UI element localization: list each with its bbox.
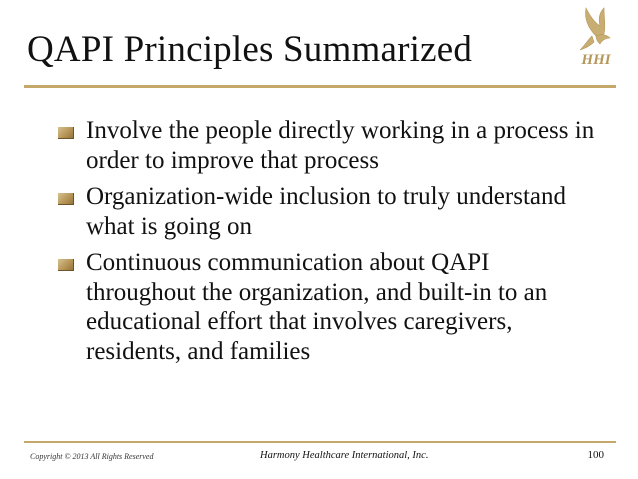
square-bullet-icon: [58, 193, 74, 205]
footer-company-name: Harmony Healthcare International, Inc.: [260, 450, 429, 461]
footer-copyright: Copyright © 2013 All Rights Reserved: [30, 452, 154, 461]
page-number: 100: [587, 449, 604, 461]
hhi-logo-text: HHI: [581, 52, 611, 68]
footer-divider: [24, 441, 616, 443]
bullet-text: Involve the people directly working in a process in order to improve that process: [86, 117, 595, 174]
bullet-item: [56, 116, 596, 175]
bullet-item: [56, 248, 596, 366]
hhi-logo: [574, 6, 622, 76]
bullet-list: [56, 116, 596, 373]
square-bullet-icon: [58, 127, 74, 139]
bullet-text: Continuous communication about QAPI throughout the organization, and built-in to an educational effort that involves caregivers, residents, and families: [86, 249, 548, 365]
dove-icon: [580, 8, 610, 50]
square-bullet-icon: [58, 259, 74, 271]
title-divider: [24, 85, 616, 88]
bullet-item: [56, 182, 596, 241]
slide-title: QAPI Principles Summarized: [27, 29, 473, 70]
bullet-text: Organization-wide inclusion to truly understand what is going on: [86, 183, 566, 240]
